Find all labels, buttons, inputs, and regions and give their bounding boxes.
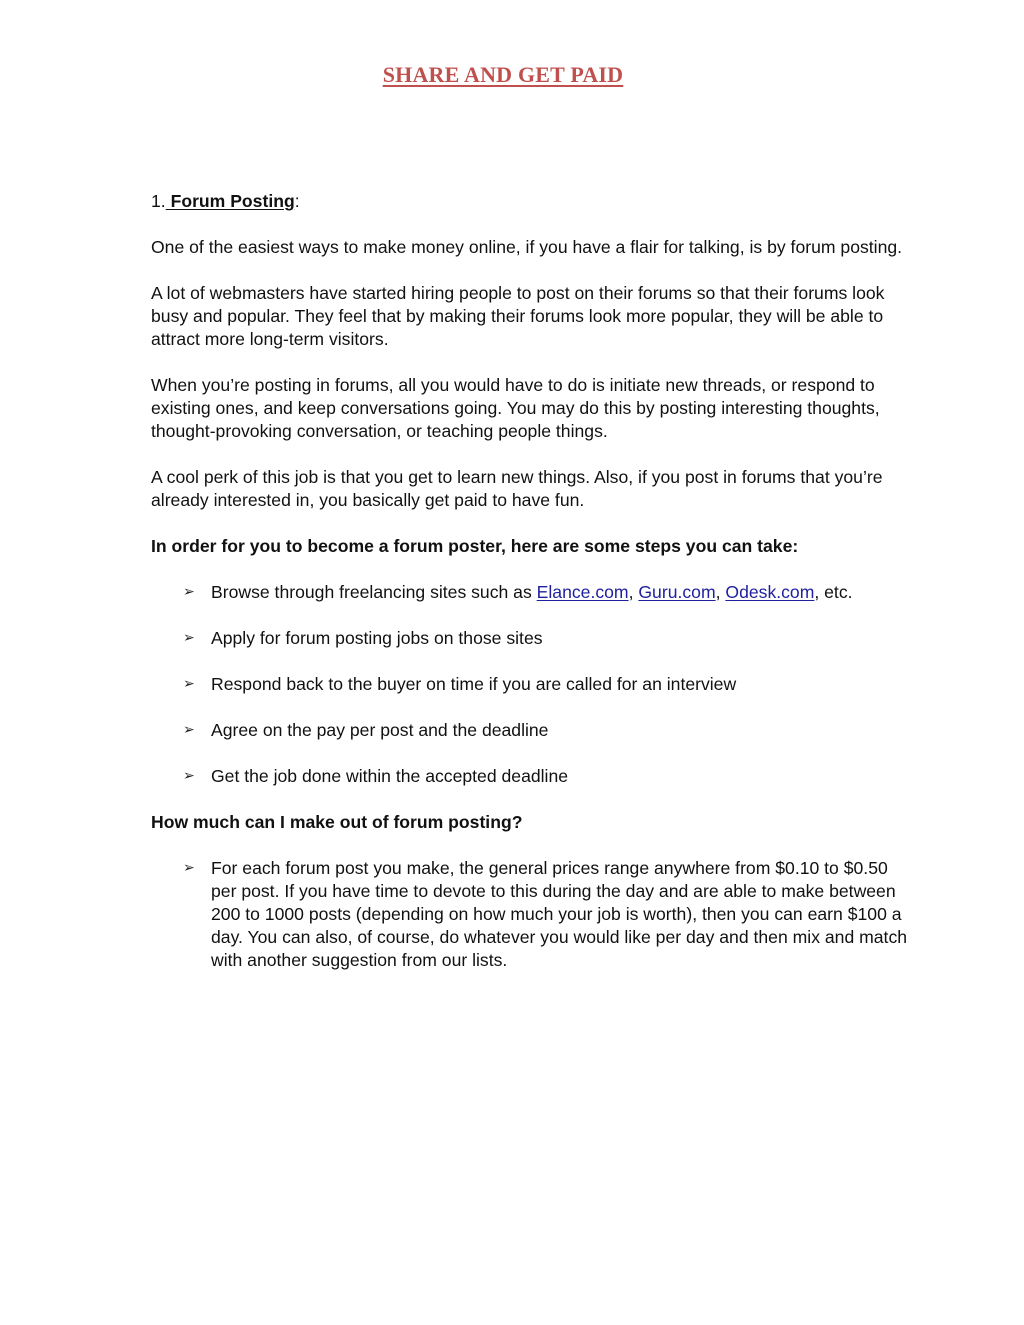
arrow-bullet-icon: ➢ <box>183 860 195 876</box>
steps-heading: In order for you to become a forum poster, here are some steps you can take: <box>151 536 799 556</box>
paragraph-posting: When you’re posting in forums, all you would have to do is initiate new threads, or respond to existing ones, and keep conversations going. You may do this by posting interesting thoughts, thought-provoking conversation, or teaching people things. <box>151 375 880 441</box>
paragraph-webmasters: A lot of webmasters have started hiring people to post on their forums so that their forums look busy and popular. They feel that by making their forums look more popular, they will be able to attract more long-term visitors. <box>151 283 885 349</box>
earnings-heading: How much can I make out of forum posting? <box>151 812 523 832</box>
arrow-bullet-icon: ➢ <box>183 722 195 738</box>
arrow-bullet-icon: ➢ <box>183 630 195 646</box>
list-item <box>151 673 911 696</box>
list-item <box>151 857 911 972</box>
step-text: Browse through freelancing sites such as <box>211 582 537 602</box>
guru-link[interactable]: Guru.com <box>638 582 716 602</box>
step-text: Apply for forum posting jobs on those sites <box>211 628 543 648</box>
list-item <box>151 581 911 604</box>
paragraph-intro: One of the easiest ways to make money online, if you have a flair for talking, is by forum posting. <box>151 237 903 257</box>
arrow-bullet-icon: ➢ <box>183 584 195 600</box>
odesk-link[interactable]: Odesk.com <box>725 582 815 602</box>
steps-list <box>151 581 911 788</box>
elance-link[interactable]: Elance.com <box>536 582 629 602</box>
step-text: Agree on the pay per post and the deadline <box>211 720 549 740</box>
paragraph-perk: A cool perk of this job is that you get to learn new things. Also, if you post in forums that you’re already interested in, you basically get paid to have fun. <box>151 467 883 510</box>
section-heading <box>151 190 911 213</box>
document-body <box>151 190 911 995</box>
section-heading-label: Forum Posting <box>165 191 295 211</box>
separator: , <box>715 582 726 602</box>
page-title: SHARE AND GET PAID <box>382 62 624 87</box>
list-item <box>151 765 911 788</box>
earnings-text: For each forum post you make, the general prices range anywhere from $0.10 to $0.50 per post. If you have time to devote to this during the day and are able to make between 200 to 1000 posts (depending on how much your job is worth), then you can earn $100 a day. You can also, of course, do whatever you would like per day and then mix and match with another suggestion from our lists. <box>211 858 908 970</box>
section-number: 1. <box>151 191 166 211</box>
separator: , <box>628 582 639 602</box>
list-item <box>151 719 911 742</box>
step-text: Get the job done within the accepted deadline <box>211 766 569 786</box>
earnings-list <box>151 857 911 972</box>
list-item <box>151 627 911 650</box>
arrow-bullet-icon: ➢ <box>183 676 195 692</box>
step-tail: , etc. <box>814 582 853 602</box>
arrow-bullet-icon: ➢ <box>183 768 195 784</box>
section-heading-suffix: : <box>294 191 300 211</box>
step-text: Respond back to the buyer on time if you are called for an interview <box>211 674 737 694</box>
